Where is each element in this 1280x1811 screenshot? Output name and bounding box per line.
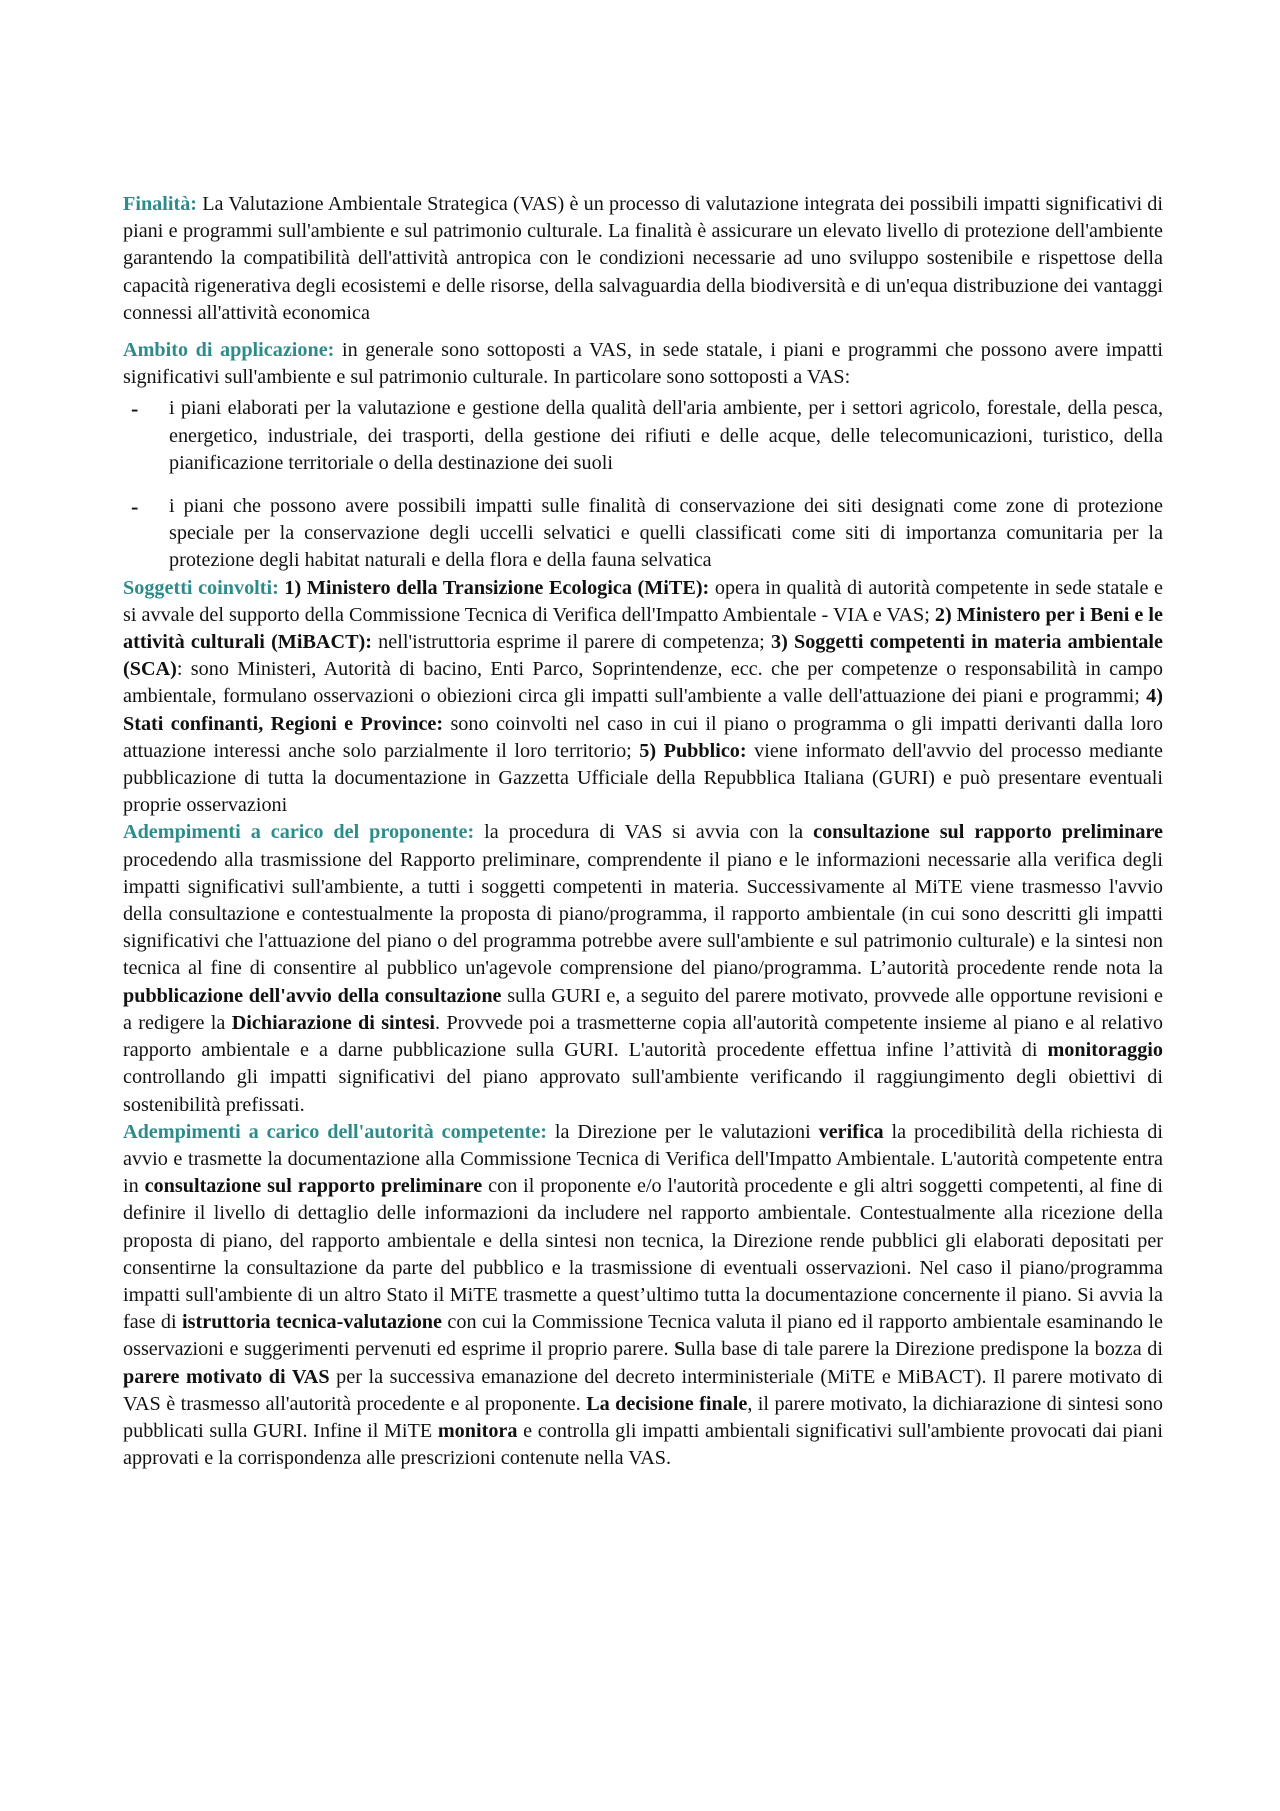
- list-item: [123, 493, 1163, 575]
- heading-soggetti: Soggetti coinvolti:: [123, 576, 279, 599]
- bold-run: monitora: [437, 1419, 518, 1442]
- bold-run: parere motivato di VAS: [123, 1365, 330, 1388]
- list-item-text: i piani elaborati per la valutazione e gestione della qualità dell'aria ambiente, per i settori agricolo, forestale, della pesca, energetico, industriale, dei trasporti, della gestione dei rifiuti e delle acque, delle telecomunicazioni, turistico, della pianificazione territoriale o della destinazione dei suoli: [169, 397, 1163, 474]
- bold-run: La decisione finale: [586, 1392, 748, 1415]
- section-autorita: [123, 1119, 1163, 1473]
- bold-run: 2) Ministero per i Beni e le attività culturali (MiBACT):: [123, 603, 1163, 654]
- bold-run: 3) Soggetti competenti in materia ambientale (SCA): [123, 631, 1163, 681]
- text-run: la procedibilità della richiesta di avvio e trasmette la documentazione alla Commissione Tecnica di Verifica dell'Impatto Ambientale. L'autorità competente entra in: [123, 1120, 1164, 1198]
- text-run: la Direzione per le valutazioni: [547, 1120, 819, 1143]
- bold-run: 1) Ministero della Transizione Ecologica (MiTE):: [284, 576, 710, 599]
- ambito-list: [123, 395, 1163, 574]
- text-run: viene informato dell'avvio del processo mediante pubblicazione di tutta la documentazione in Gazzetta Ufficiale della Repubblica Italiana (GURI) e può presentare eventuali proprie osservazioni: [123, 739, 1164, 817]
- text-run: sono coinvolti nel caso in cui il piano o programma o gli impatti derivanti dalla loro attuazione interessi anche solo parzialmente il loro territorio;: [123, 712, 1163, 762]
- list-item: [123, 395, 1163, 477]
- text-run: controllando gli impatti significativi del piano approvato sull'ambiente verificando il raggiungimento degli obiettivi di sostenibilità prefissati.: [123, 1066, 1163, 1116]
- heading-autorita: Adempimenti a carico dell'autorità competente:: [123, 1120, 548, 1143]
- text-run: con cui la Commissione Tecnica valuta il piano ed il rapporto ambientale esaminando le osservazioni e suggerimenti pervenuti ed esprime il proprio parere.: [123, 1311, 1164, 1361]
- heading-proponente: Adempimenti a carico del proponente:: [123, 821, 475, 844]
- text-run: procedendo alla trasmissione del Rapporto preliminare, comprendente il piano e le informazioni necessarie alla verifica degli impatti significativi sull'ambiente, a tutti i soggetti competenti in materia. Successivamente al MiTE viene trasmesso l'avvio della consultazione e contestualmente la proposta di piano/programma, il rapporto ambientale (in cui sono descritti gli impatti significativi che l'attuazione del piano o del programma potrebbe avere sull'ambiente e sul patrimonio culturale) e la sintesi non tecnica al fine di consentire al pubblico un'agevole comprensione del piano/programma. L’autorità procedente rende nota la: [123, 848, 1163, 980]
- text-run: . Provvede poi a trasmetterne copia all'autorità competente insieme al piano e al relativo rapporto ambientale e a darne pubblicazione sulla GURI. L'autorità procedente effettua infine l’attività di: [123, 1011, 1163, 1062]
- text-run: opera in qualità di autorità competente in sede statale e si avvale del supporto della Commissione Tecnica di Verifica dell'Impatto Ambientale - VIA e VAS;: [123, 576, 1163, 626]
- section-ambito: [123, 337, 1163, 391]
- text-ambito: in generale sono sottoposti a VAS, in sede statale, i piani e programmi che possono avere impatti significativi sull'ambiente e sul patrimonio culturale. In particolare sono sottoposti a VAS:: [123, 339, 1163, 389]
- bold-run: Dichiarazione di sintesi: [231, 1011, 436, 1034]
- bold-run: consultazione sul rapporto preliminare: [813, 821, 1163, 844]
- bold-run: 4) Stati confinanti, Regioni e Province:: [123, 685, 1163, 735]
- text-run: sulla GURI e, a seguito del parere motivato, provvede alle opportune revisioni e a redigere la: [123, 984, 1163, 1034]
- bold-run: istruttoria tecnica-valutazione: [182, 1311, 442, 1334]
- bold-run: consultazione sul rapporto preliminare: [144, 1175, 483, 1198]
- dash-bullet-icon: -: [131, 494, 139, 520]
- bold-run: S: [674, 1338, 686, 1361]
- text-run: la procedura di VAS si avvia con la: [474, 821, 814, 844]
- bold-run: 5) Pubblico:: [639, 739, 747, 762]
- section-finalita: [123, 191, 1163, 327]
- section-soggetti: [123, 575, 1163, 820]
- dash-bullet-icon: -: [131, 396, 139, 422]
- bold-run: pubblicazione dell'avvio della consultazione: [123, 984, 502, 1007]
- text-run: ulla base di tale parere la Direzione predispone la bozza di: [685, 1338, 1163, 1361]
- text-run: : sono Ministeri, Autorità di bacino, Enti Parco, Soprintendenze, ecc. che per competenze o responsabilità in campo ambientale, formulano osservazioni o obiezioni circa gli impatti sull'ambiente a valle dell'attuazione dei piani e programmi;: [123, 658, 1163, 708]
- text-finalita: La Valutazione Ambientale Strategica (VAS) è un processo di valutazione integrata dei possibili impatti significativi di piani e programmi sull'ambiente e sul patrimonio culturale. La finalità è assicurare un elevato livello di protezione dell'ambiente garantendo la compatibilità dell'attività antropica con le condizioni necessarie ad uno sviluppo sostenibile e rispettose della capacità rigenerativa degli ecosistemi e delle risorse, della salvaguardia della biodiversità e di un'equa distribuzione dei vantaggi connessi all'attività economica: [123, 193, 1163, 324]
- text-run: con il proponente e/o l'autorità procedente e gli altri soggetti competenti, al fine di definire il livello di dettaglio delle informazioni da includere nel rapporto ambientale. Contestualmente alla ricezione della proposta di piano, del rapporto ambientale e della sintesi non tecnica, la Direzione rende pubblici gli elaborati depositati per consentirne la consultazione da parte del pubblico e la trasmissione di eventuali osservazioni. Nel caso il piano/programma impatti sull'ambiente di un altro Stato il MiTE trasmette a quest’ultimo tutta la documentazione concernente il piano. Si avvia la fase di: [123, 1175, 1164, 1334]
- heading-finalita: Finalità:: [123, 193, 198, 215]
- text-run: per la successiva emanazione del decreto interministeriale (MiTE e MiBACT). Il parere motivato di VAS è trasmesso all'autorità procedente e al proponente.: [123, 1365, 1163, 1415]
- list-item-text: i piani che possono avere possibili impatti sulle finalità di conservazione dei siti designati come zone di protezione speciale per la conservazione degli uccelli selvatici e quelli classificati come siti di importanza comunitaria per la protezione degli habitat naturali e della flora e della fauna selvatica: [169, 495, 1163, 572]
- document-body: [123, 191, 1163, 1472]
- text-run: nell'istruttoria esprime il parere di competenza;: [371, 631, 771, 654]
- heading-ambito: Ambito di applicazione:: [123, 339, 335, 362]
- text-run: e controlla gli impatti ambientali significativi sull'ambiente provocati dai piani approvati e la corrispondenza alle prescrizioni contenute nella VAS.: [123, 1419, 1163, 1470]
- bold-run: verifica: [818, 1120, 884, 1143]
- section-proponente: [123, 819, 1163, 1118]
- text-run: , il parere motivato, la dichiarazione di sintesi sono pubblicati sulla GURI. Infine il MiTE: [123, 1392, 1163, 1442]
- bold-run: monitoraggio: [1047, 1039, 1163, 1062]
